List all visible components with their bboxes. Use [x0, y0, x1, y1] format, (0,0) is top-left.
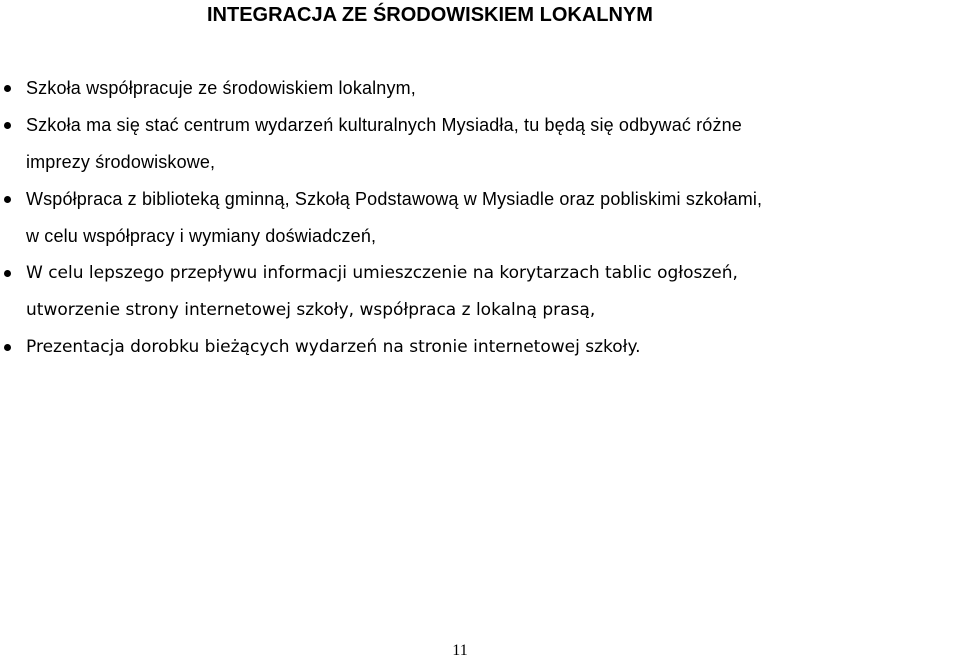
bullet-icon — [4, 122, 11, 129]
page-title: INTEGRACJA ZE ŚRODOWISKIEM LOKALNYM — [207, 4, 653, 26]
list-item-text: Prezentacja dorobku bieżących wydarzeń na stronie internetowej szkoły. — [26, 337, 641, 357]
list-item-text: imprezy środowiskowe, — [26, 152, 216, 172]
bullet-icon — [4, 270, 11, 277]
list-item — [0, 329, 960, 366]
list-item — [0, 181, 960, 255]
page-number: 11 — [452, 642, 468, 659]
list-item-text: Współpraca z biblioteką gminną, Szkołą Podstawową w Mysiadle oraz pobliskimi szkołami, — [26, 189, 763, 209]
list-item-text: utworzenie strony internetowej szkoły, współpraca z lokalną prasą, — [26, 300, 596, 320]
list-item-text: w celu współpracy i wymiany doświadczeń, — [26, 226, 377, 246]
list-item — [0, 255, 960, 329]
list-item — [0, 70, 960, 107]
list-item-text: Szkoła ma się stać centrum wydarzeń kulturalnych Mysiadła, tu będą się odbywać różne — [26, 115, 742, 135]
list-item — [0, 107, 960, 181]
bullet-icon — [4, 344, 11, 351]
list-item-text: Szkoła współpracuje ze środowiskiem lokalnym, — [26, 78, 416, 98]
bullet-icon — [4, 196, 11, 203]
bullet-list — [0, 70, 960, 366]
list-item-text: W celu lepszego przepływu informacji umieszczenie na korytarzach tablic ogłoszeń, — [26, 263, 738, 283]
bullet-icon — [4, 85, 11, 92]
